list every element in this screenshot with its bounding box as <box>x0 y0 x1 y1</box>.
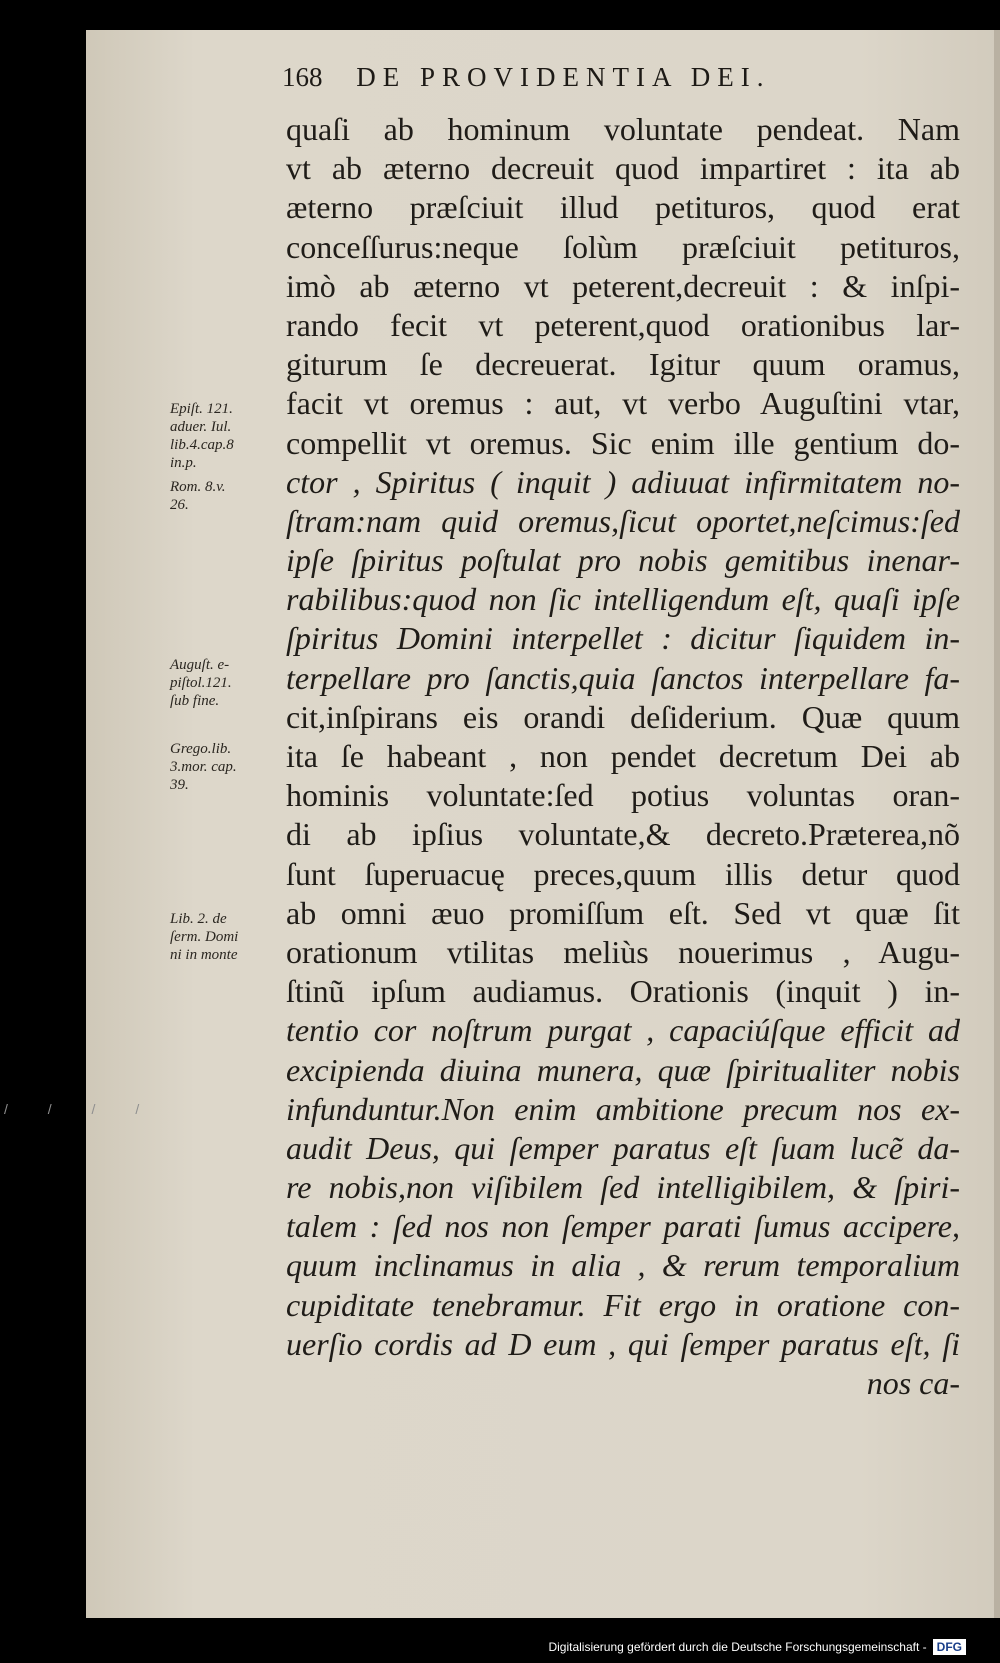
text-line: ſtinũ ipſum audiamus. Orationis (inquit ) in- <box>286 973 960 1010</box>
marginal-note: Auguſt. e- piſtol.121. ſub fine. <box>170 657 232 709</box>
page-number: 168 <box>282 62 323 92</box>
page-edge <box>994 30 1000 1618</box>
text-line: di ab ipſius voluntate,& decreto.Præterea,nõ <box>286 816 960 853</box>
text-line: ipſe ſpiritus poſtulat pro nobis gemitibus inenar- <box>286 542 960 579</box>
text-line: quum inclinamus in alia , & rerum temporalium <box>286 1247 960 1284</box>
credit-text: Digitalisierung gefördert durch die Deutsche Forschungsgemeinschaft - <box>548 1640 927 1654</box>
marginal-note: Grego.lib. 3.mor. cap. 39. <box>170 741 237 793</box>
running-title: DE PROVIDENTIA DEI. <box>356 62 771 92</box>
text-line: nos ca- <box>866 1365 960 1401</box>
text-line: hominis voluntate:ſed potius voluntas oran- <box>286 777 960 814</box>
body-text <box>286 110 960 1403</box>
text-line: ctor , Spiritus ( inquit ) adiuuat infirmitatem no- <box>286 463 960 500</box>
text-line: ſpiritus Domini interpellet : dicitur ſiquidem in- <box>286 620 960 657</box>
text-line: æterno præſciuit illud petituros, quod erat <box>286 189 960 226</box>
text-line: orationum vtilitas meliùs nouerimus , Augu- <box>286 933 960 970</box>
digitization-credit <box>548 1635 966 1659</box>
text-line: conceſſurus:neque ſolùm præſciuit petituros, <box>286 228 960 265</box>
text-line: tentio cor noſtrum purgat , capaciúſque efficit ad <box>286 1012 960 1049</box>
text-line: ita ſe habeant , non pendet decretum Dei ab <box>286 738 960 774</box>
text-line: rabilibus:quod non ſic intelligendum eſt, quaſi ipſe <box>286 581 960 618</box>
text-line: vt ab æterno decreuit quod impartiret : ita ab <box>286 150 960 187</box>
running-header <box>282 62 962 102</box>
text-line: excipienda diuina munera, quæ ſpiritualiter nobis <box>286 1051 960 1088</box>
text-line: uerſio cordis ad D eum , qui ſemper paratus eſt, ſi <box>286 1325 960 1362</box>
dfg-logo: DFG <box>933 1639 966 1655</box>
text-line: ſunt ſuperuacuę preces,quum illis detur quod <box>286 855 960 892</box>
text-line: imò ab æterno vt peterent,decreuit : & inſpi- <box>286 267 960 304</box>
text-line: facit vt oremus : aut, vt verbo Auguſtini vtar, <box>286 385 960 422</box>
text-line: re nobis,non viſibilem ſed intelligibilem, & ſpiri- <box>286 1169 960 1206</box>
text-line: terpellare pro ſanctis,quia ſanctos interpellare fa- <box>286 659 960 696</box>
text-line: giturum ſe decreuerat. Igitur quum oramus, <box>286 346 960 383</box>
marginal-note: Epiſt. 121. aduer. Iul. lib.4.cap.8 in.p. <box>170 401 234 471</box>
marginal-note: Rom. 8.v. 26. <box>170 479 226 513</box>
text-line: audit Deus, qui ſemper paratus eſt ſuam lucẽ da- <box>286 1129 960 1166</box>
text-line: ſtram:nam quid oremus,ſicut oportet,neſcimus:ſed <box>286 502 960 539</box>
text-line: infunduntur.Non enim ambitione precum nos ex- <box>286 1090 960 1127</box>
text-line: cupiditate tenebramur. Fit ergo in oratione con- <box>286 1286 960 1323</box>
marginal-note: Lib. 2. de ſerm. Domi ni in monte <box>170 911 239 963</box>
text-line: talem : ſed nos non ſemper parati ſumus accipere, <box>286 1208 960 1245</box>
text-line: compellit vt oremus. Sic enim ille gentium do- <box>286 424 960 461</box>
text-line: quaſi ab hominum voluntate pendeat. Nam <box>286 111 960 147</box>
text-line: cit,inſpirans eis orandi deſiderium. Quæ quum <box>286 698 960 735</box>
text-line: rando fecit vt peterent,quod orationibus lar- <box>286 306 960 343</box>
margin-marks: / / / / <box>4 1101 158 1117</box>
text-line: ab omni æuo promiſſum eſt. Sed vt quæ ſit <box>286 894 960 931</box>
